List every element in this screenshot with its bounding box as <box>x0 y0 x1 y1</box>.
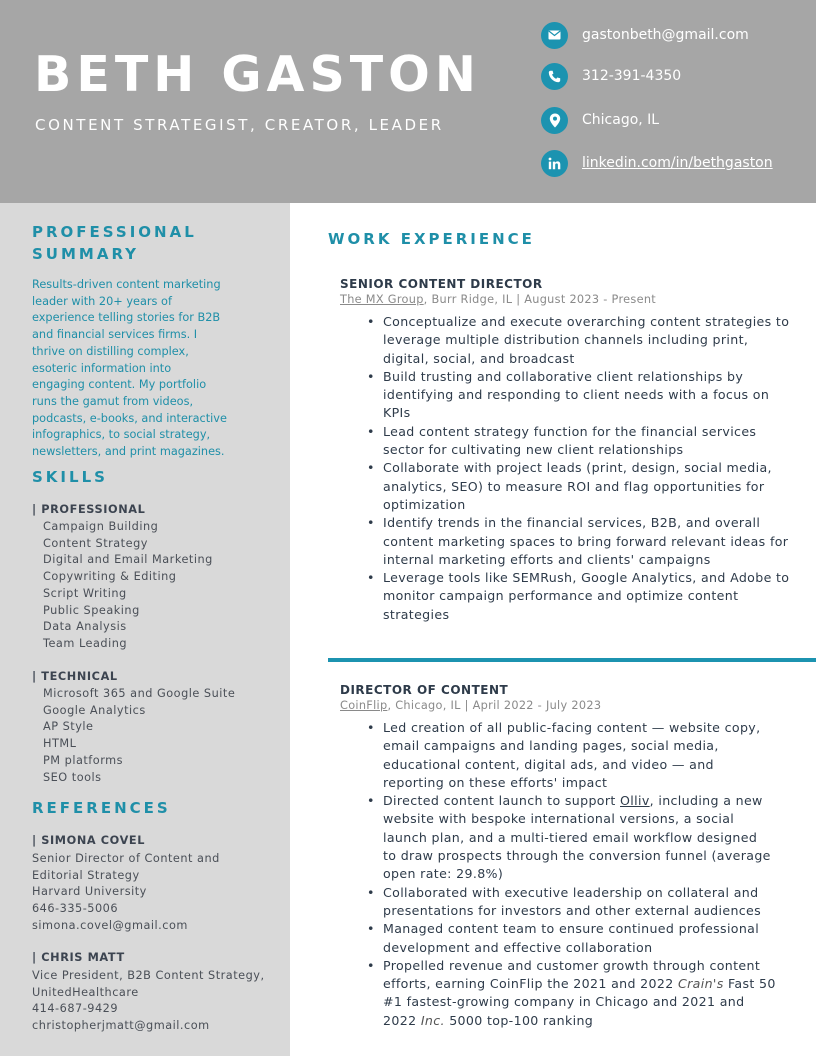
job-bullet: • Identify trends in the financial services, B2B, and overall content marketing spaces to bring forward relevant ideas for internal marketing efforts and clients' campaigns <box>340 514 810 569</box>
skill-item: Public Speaking <box>43 603 140 617</box>
job-bullet: • Leverage tools like SEMRush, Google Analytics, and Adobe to monitor campaign performance and optimize content strategies <box>340 569 810 624</box>
technical-skills-list <box>43 686 235 786</box>
job-meta <box>340 293 810 306</box>
reference-email[interactable]: simona.covel@gmail.com <box>32 918 188 932</box>
skill-item: Script Writing <box>43 586 127 600</box>
company-link[interactable]: The MX Group <box>340 293 424 306</box>
technical-skills-heading: | TECHNICAL <box>32 670 118 683</box>
summary-text <box>32 277 244 461</box>
job-title: DIRECTOR OF CONTENT <box>340 683 509 697</box>
summary-line: Results-driven content marketing <box>32 278 221 291</box>
reference-line: Vice President, B2B Content Strategy, <box>32 969 265 982</box>
summary-line: podcasts, e-books, and interactive <box>32 411 227 425</box>
skill-item: Data Analysis <box>43 620 127 634</box>
summary-line: newsletters, and print magazines. <box>32 445 225 459</box>
work-experience-heading: WORK EXPERIENCE <box>328 230 535 248</box>
job-bullet: • Directed content launch to support Olliv, including a new website with bespoke international versions, a social launch plan, and a multi-tiered email workflow designed to draw prospects through the conversion funnel (average open rate: 29.8%) <box>340 792 810 883</box>
summary-line: esoteric information into <box>32 361 172 375</box>
reference-phone: 646-335-5006 <box>32 902 119 916</box>
contact-phone <box>541 62 681 90</box>
reference-email[interactable]: christopherjmatt@gmail.com <box>32 1019 210 1033</box>
skill-item: Campaign Building <box>43 520 159 533</box>
candidate-name: BETH GASTON <box>34 46 481 103</box>
summary-heading: PROFESSIONAL SUMMARY <box>32 223 197 263</box>
summary-line: and financial services firms. I <box>32 328 198 342</box>
job-bullet: • Led creation of all public-facing content — website copy, email campaigns and landing pages, social media, educational content, digital ads, and video — and reporting on these efforts' impact <box>340 719 810 792</box>
skill-item: AP Style <box>43 720 94 734</box>
location-text: Chicago, IL <box>582 112 660 128</box>
job-bullet: • Build trusting and collaborative client relationships by identifying and responding to client needs with a focus on KPIs <box>340 368 810 423</box>
job-bullet: • Managed content team to ensure continued professional development and effective collaboration <box>340 920 810 957</box>
email-icon <box>541 22 568 49</box>
contact-email <box>541 21 749 49</box>
job-meta <box>340 699 810 712</box>
location-icon <box>541 107 568 134</box>
skill-item: Copywriting & Editing <box>43 570 177 584</box>
reference-phone: 414-687-9429 <box>32 1002 119 1016</box>
job-bullet: • Collaborate with project leads (print, design, social media, analytics, SEO) to measure ROI and flag opportunities for optimization <box>340 459 810 514</box>
email-text[interactable]: gastonbeth@gmail.com <box>582 27 749 43</box>
summary-line: experience telling stories for B2B <box>32 311 221 325</box>
phone-icon <box>541 63 568 90</box>
linkedin-link[interactable]: linkedin.com/in/bethgaston <box>582 155 773 171</box>
references-heading: REFERENCES <box>32 799 171 817</box>
reference-chris-matt <box>32 951 265 1035</box>
skill-item: Google Analytics <box>43 703 146 717</box>
professional-skills-heading: | PROFESSIONAL <box>32 503 146 516</box>
reference-line: Editorial Strategy <box>32 868 140 882</box>
skill-item: Microsoft 365 and Google Suite <box>43 687 236 700</box>
candidate-tagline: CONTENT STRATEGIST, CREATOR, LEADER <box>35 116 444 134</box>
skill-item: PM platforms <box>43 753 124 767</box>
reference-simona-covel <box>32 834 220 935</box>
job-meta-details: , Burr Ridge, IL | August 2023 - Present <box>423 293 657 306</box>
summary-line: thrive on distilling complex, <box>32 344 189 358</box>
contact-linkedin <box>541 149 773 177</box>
skills-heading: SKILLS <box>32 468 108 486</box>
skill-item: HTML <box>43 737 77 751</box>
summary-line: leader with 20+ years of <box>32 294 172 308</box>
linkedin-icon <box>541 150 568 177</box>
summary-line: runs the gamut from videos, <box>32 394 194 408</box>
job-bullets <box>340 719 810 1030</box>
skill-item: Digital and Email Marketing <box>43 553 213 567</box>
reference-name: | SIMONA COVEL <box>32 834 146 847</box>
olliv-link[interactable]: Olliv <box>620 793 650 809</box>
skill-item: Team Leading <box>43 636 128 650</box>
job-director-of-content <box>340 683 810 1030</box>
job-meta-details: , Chicago, IL | April 2022 - July 2023 <box>387 699 602 712</box>
contact-location <box>541 106 659 134</box>
section-divider <box>328 658 816 662</box>
reference-line: UnitedHealthcare <box>32 985 139 999</box>
job-bullet: • Collaborated with executive leadership on collateral and presentations for investors and other external audiences <box>340 884 810 921</box>
skill-item: SEO tools <box>43 770 102 784</box>
phone-text[interactable]: 312-391-4350 <box>582 68 682 84</box>
reference-line: Senior Director of Content and <box>32 852 220 865</box>
job-bullets <box>340 313 810 624</box>
job-bullet: • Lead content strategy function for the financial services sector for cultivating new client relationships <box>340 423 810 460</box>
summary-line: engaging content. My portfolio <box>32 378 207 392</box>
reference-line: Harvard University <box>32 885 147 899</box>
job-senior-content-director <box>340 277 810 624</box>
company-link[interactable]: CoinFlip <box>340 699 388 712</box>
job-bullet: • Propelled revenue and customer growth through content efforts, earning CoinFlip the 2021 and 2022 Crain's Fast 50 #1 fastest-growing company in Chicago and 2021 and 2022 Inc. 5000 top-100 ranking <box>340 957 810 1030</box>
reference-name: | CHRIS MATT <box>32 951 125 964</box>
professional-skills-list <box>43 519 213 653</box>
resume-header <box>0 0 816 203</box>
summary-line: infographics, to social strategy, <box>32 428 211 442</box>
job-title: SENIOR CONTENT DIRECTOR <box>340 277 543 291</box>
job-bullet: • Conceptualize and execute overarching content strategies to leverage multiple distribution channels including print, digital, social, and broadcast <box>340 313 810 368</box>
skill-item: Content Strategy <box>43 536 148 550</box>
